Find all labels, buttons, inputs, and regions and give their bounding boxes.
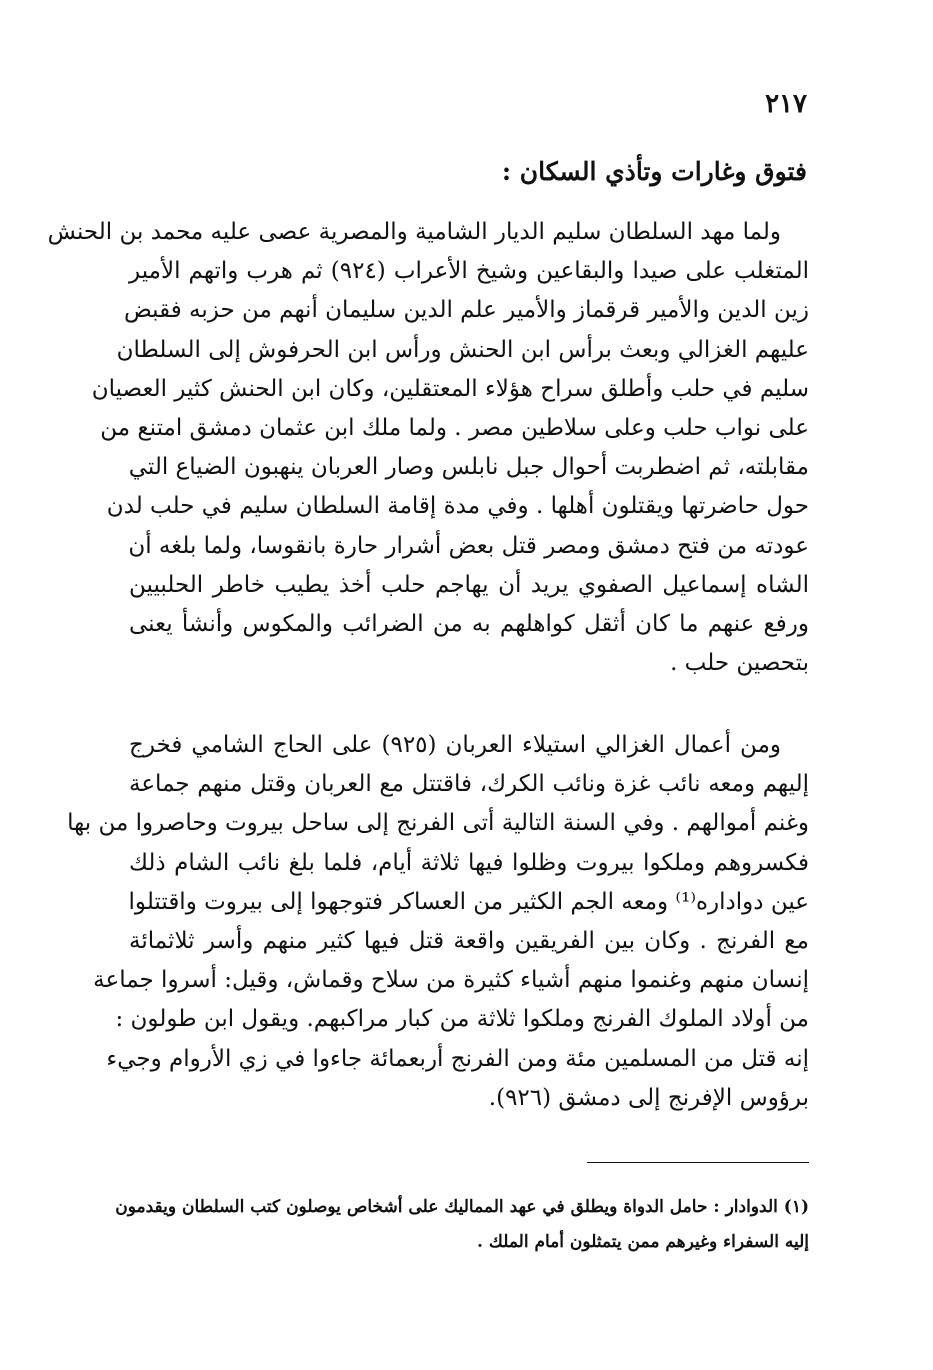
paragraph-1 [47, 213, 809, 683]
page-number: ٢١٧ [765, 89, 807, 119]
text-line: مع الفرنج . وكان بين الفريقين واقعة قتل فيها كثير منهم وأسر ثلاثمائة [129, 928, 809, 955]
text-line: حول حاضرتها ويقتلون أهلها . وفي مدة إقامة السلطان سليم في حلب لدن [106, 493, 809, 520]
text-line: زين الدين والأمير قرقماز والأمير علم الدين سليمان أنهم من حزبه فقبض [123, 297, 809, 324]
text-line: برؤوس الإفرنج إلى دمشق (٩٢٦). [488, 1084, 809, 1111]
paragraph-2 [67, 726, 809, 1118]
text-line: عين دواداره⁽¹⁾ ومعه الجم الكثير من العساكر فتوجهوا إلى بيروت واقتتلوا [128, 888, 809, 915]
text-line: عليهم الغزالي وبعث برأس ابن الحنش ورأس ابن الحرفوش إلى السلطان [116, 336, 809, 363]
text-line: سليم في حلب وأطلق سراح هؤلاء المعتقلين، وكان ابن الحنش كثير العصيان [91, 375, 809, 402]
text-line: ورفع عنهم ما كان أثقل كواهلهم به من الضرائب والمكوس وأنشأ يعنى [129, 611, 809, 638]
text-line: بتحصين حلب . [670, 650, 809, 677]
text-line: من أولاد الملوك الفرنج وملكوا ثلاثة من كبار مراكبهم. ويقول ابن طولون : [115, 1006, 809, 1033]
footnote-line: (١) الدوادار : حامل الدواة ويطلق في عهد المماليك على أشخاص يوصلون كتب السلطان ويقدمون [115, 1197, 809, 1217]
text-line: المتغلب على صيدا والبقاعين وشيخ الأعراب (٩٢٤) ثم هرب واتهم الأمير [129, 258, 809, 285]
text-line: إنسان منهم وغنموا منهم أشياء كثيرة من سلاح وقماش، وقيل: أسروا جماعة [93, 967, 809, 994]
text-line: إليهم ومعه نائب غزة ونائب الكرك، فاقتتل مع العربان وقتل منهم جماعة [129, 771, 809, 798]
footnote [115, 1190, 809, 1260]
text-line: ولما مهد السلطان سليم الديار الشامية والمصرية عصى عليه محمد بن الحنش [47, 219, 781, 245]
text-line: ومن أعمال الغزالي استيلاء العربان (٩٢٥) على الحاج الشامي فخرج [129, 732, 781, 758]
text-line: على نواب حلب وعلى سلاطين مصر . ولما ملك ابن عثمان دمشق امتنع من [100, 415, 809, 442]
text-line: وغنم أموالهم . وفي السنة التالية أتى الفرنج إلى ساحل بيروت وحاصروا من بها [67, 810, 809, 837]
text-line: إنه قتل من المسلمين مئة ومن الفرنج أربعمائة جاءوا في زي الأروام وجيء [106, 1045, 809, 1072]
footnote-line: إليه السفراء وغيرهم ممن يتمثلون أمام الملك . [477, 1232, 809, 1252]
text-line: الشاه إسماعيل الصفوي يريد أن يهاجم حلب أخذ يطيب خاطر الحلبيين [129, 571, 809, 598]
footnote-divider [587, 1162, 809, 1163]
text-line: مقابلته، ثم اضطربت أحوال جبل نابلس وصار العربان ينهبون الضياع التي [128, 454, 809, 481]
text-line: فكسروهم وملكوا بيروت وظلوا فيها ثلاثة أيام، فلما بلغ نائب الشام ذلك [129, 849, 809, 876]
section-title: فتوق وغارات وتأذي السكان : [501, 157, 807, 186]
text-line: عودته من فتح دمشق ومصر قتل بعض أشرار حارة بانقوسا، ولما بلغه أن [128, 532, 809, 559]
